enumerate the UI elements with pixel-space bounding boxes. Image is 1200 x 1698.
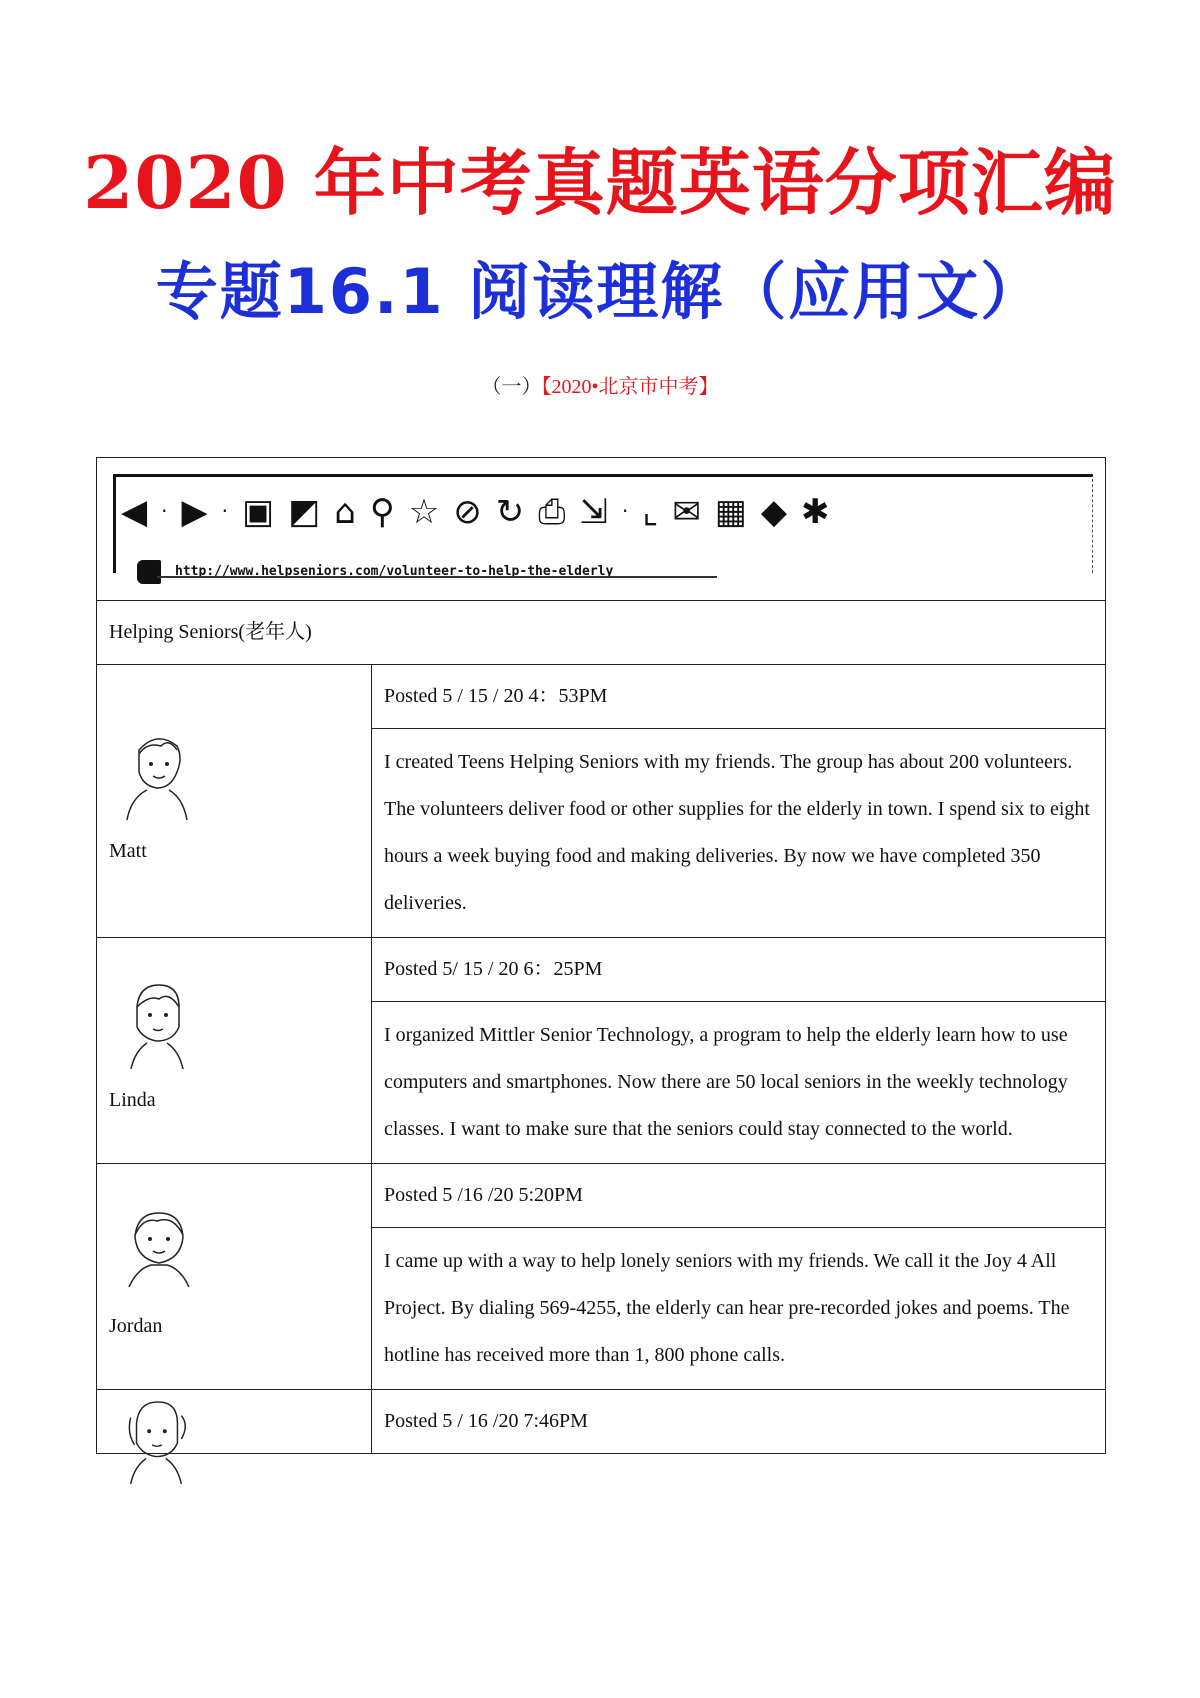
settings-icon: ✱ xyxy=(801,491,830,532)
book-icon: ▦ xyxy=(714,491,747,532)
download-icon: ⇲ xyxy=(579,491,608,532)
section-number: （一） xyxy=(481,376,542,398)
separator-dot: · xyxy=(161,499,168,523)
post-body: I created Teens Helping Seniors with my friends. The group has about 200 volunteers. The volunteers deliver food or other supplies for the elderly in town. I spend six to eight hours a week buying food and making deliveries. By now we have completed 350 deliveries. xyxy=(372,729,1106,938)
author-cell xyxy=(97,1164,372,1390)
page-heading: Helping Seniors(老年人) xyxy=(97,601,1106,665)
avatar xyxy=(117,977,197,1069)
section-source: 【2020•北京市中考】 xyxy=(541,376,719,398)
author-name: Matt xyxy=(109,839,147,862)
post-timestamp: Posted 5 / 15 / 20 4：53PM xyxy=(372,665,1106,729)
address-underline xyxy=(157,576,717,578)
page-icon: ▣ xyxy=(242,491,275,532)
post-body: I organized Mittler Senior Technology, a program to help the elderly learn how to use computers and smartphones. Now there are 50 local seniors in the weekly technology classes. I want to make sure that the seniors could stay connected to the world. xyxy=(372,1002,1106,1164)
author-name: Linda xyxy=(109,1089,156,1111)
search-icon: ⚲ xyxy=(369,491,395,532)
author-cell xyxy=(97,665,372,938)
author-cell xyxy=(97,938,372,1164)
section-label xyxy=(0,372,1200,402)
back-icon: ◀ xyxy=(121,491,148,532)
browser-toolbar xyxy=(121,488,830,535)
avatar xyxy=(117,728,197,820)
edit-icon: ◩ xyxy=(288,491,321,532)
history-icon: ⊘ xyxy=(453,491,482,532)
mail-icon: ✉ xyxy=(672,491,701,532)
print-icon: ⎙ xyxy=(538,491,566,532)
separator-dot: · xyxy=(221,499,229,523)
post-timestamp: Posted 5 / 16 /20 7:46PM xyxy=(372,1390,1106,1454)
bookmark-icon: ◆ xyxy=(760,491,788,532)
post-body: I came up with a way to help lonely seniors with my friends. We call it the Joy 4 All Project. By dialing 569-4255, the elderly can hear pre-recorded jokes and poems. The hotline has received more than 1, 800 phone calls. xyxy=(372,1228,1106,1390)
separator-dot: · xyxy=(621,499,629,523)
document-subtitle: 专题16.1 阅读理解（应用文） xyxy=(155,255,1045,328)
author-cell xyxy=(97,1390,372,1454)
author-name: Jordan xyxy=(109,1315,163,1337)
page-icon xyxy=(137,560,161,584)
home-icon: ⌂ xyxy=(334,491,356,532)
address-url: http://www.helpseniors.com/volunteer-to-help-the-elderly xyxy=(175,564,614,579)
forward-icon: ▶ xyxy=(181,491,208,532)
avatar xyxy=(117,1394,195,1484)
document-title: 2020 年中考真题英语分项汇编 xyxy=(83,140,1117,225)
refresh-icon: ↻ xyxy=(495,491,525,532)
browser-toolbar-image xyxy=(97,458,1106,601)
forum-table xyxy=(96,457,1106,1454)
avatar xyxy=(117,1203,197,1295)
address-bar xyxy=(137,548,613,595)
window-icon: ⌞ xyxy=(642,491,659,532)
star-icon: ☆ xyxy=(408,491,440,532)
post-timestamp: Posted 5 /16 /20 5:20PM xyxy=(372,1164,1106,1228)
post-timestamp: Posted 5/ 15 / 20 6：25PM xyxy=(372,938,1106,1002)
